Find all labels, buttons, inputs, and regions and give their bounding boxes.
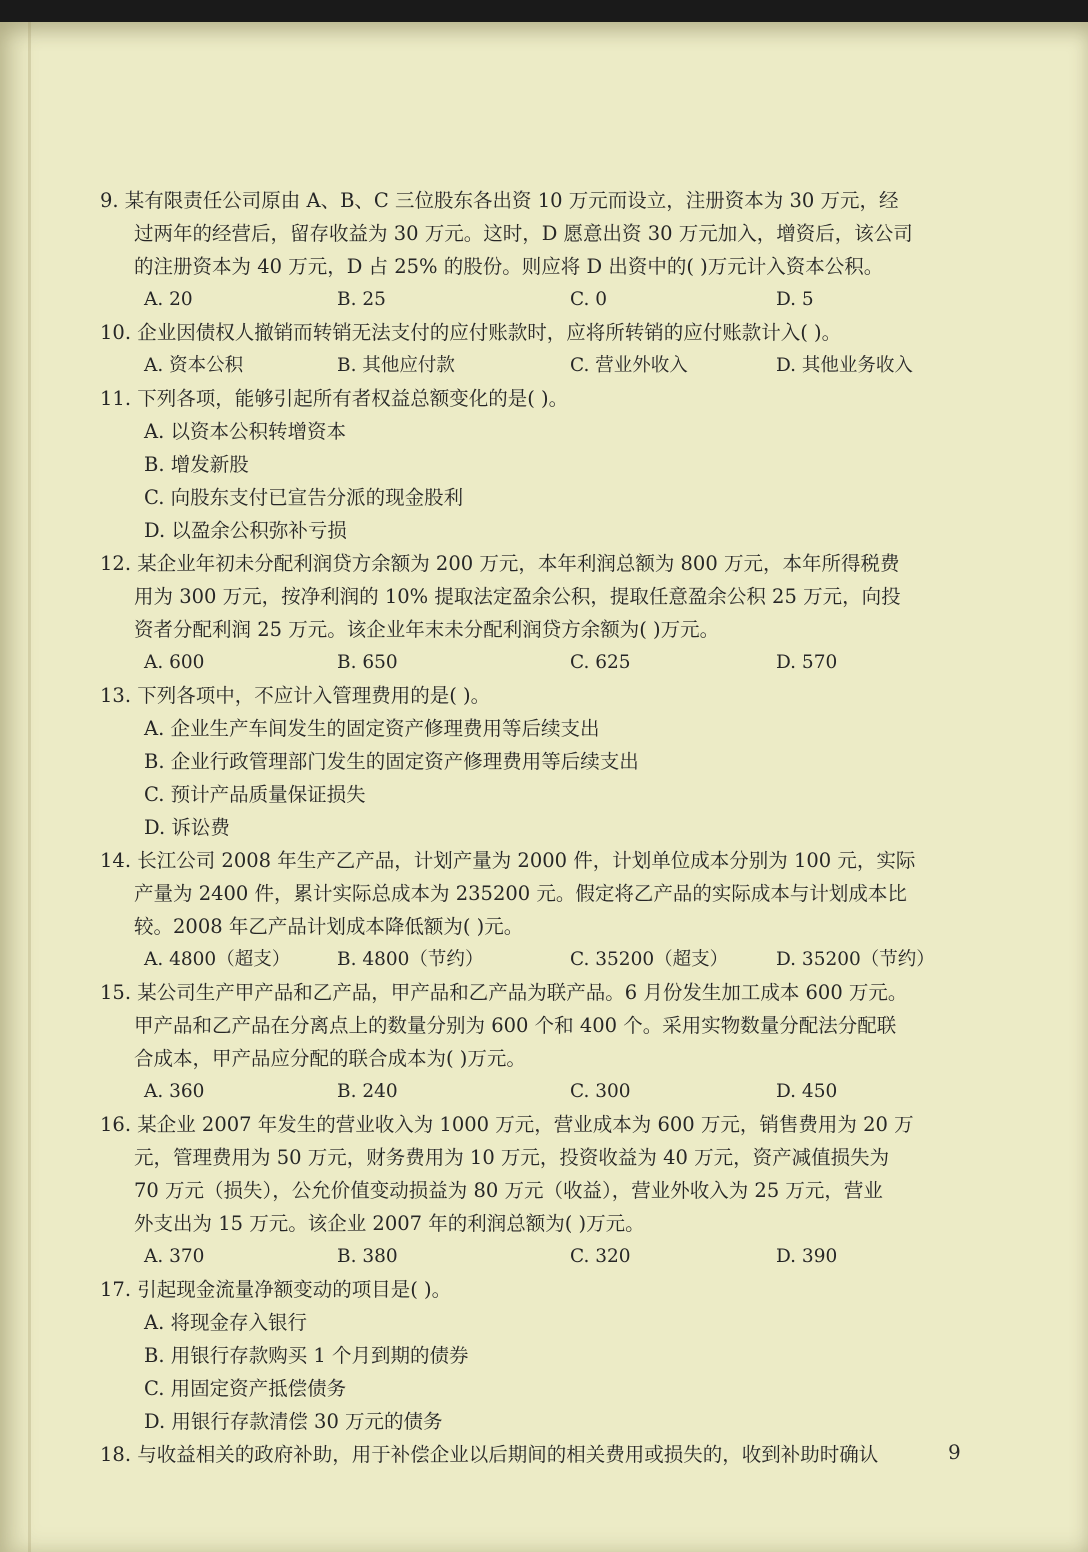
- question-stem-continued: 外支出为 15 万元。该企业 2007 年的利润总额为( )万元。: [134, 1212, 645, 1235]
- question-stem-continued: 的注册资本为 40 万元，D 占 25% 的股份。则应将 D 出资中的( )万元计入资本公积。: [134, 255, 884, 278]
- option-d: D. 以盈余公积弥补亏损: [144, 519, 347, 542]
- option-b: B. 380: [337, 1246, 398, 1267]
- question-10: [100, 316, 980, 382]
- options-row: [100, 1075, 980, 1108]
- option-b: B. 用银行存款购买 1 个月到期的债券: [144, 1344, 469, 1367]
- question-stem-continued: 合成本，甲产品应分配的联合成本为( )万元。: [134, 1047, 526, 1070]
- page-number: 9: [948, 1440, 961, 1464]
- question-list: [100, 184, 980, 1471]
- options-row: [100, 646, 980, 679]
- book-page: [0, 22, 1088, 1552]
- option-d: D. 其他业务收入: [776, 355, 913, 376]
- options-row: [100, 943, 980, 976]
- question-stem: 11. 下列各项，能够引起所有者权益总额变化的是( )。: [100, 387, 569, 410]
- question-15: [100, 976, 980, 1108]
- option-a: A. 将现金存入银行: [144, 1311, 307, 1334]
- question-stem-continued: 产量为 2400 件，累计实际总成本为 235200 元。假定将乙产品的实际成本与计划成本比: [134, 882, 907, 905]
- option-c: C. 用固定资产抵偿债务: [144, 1377, 347, 1400]
- option-c: C. 预计产品质量保证损失: [144, 783, 366, 806]
- option-d: D. 诉讼费: [144, 816, 230, 839]
- option-d: D. 450: [776, 1081, 838, 1102]
- question-stem: 16. 某企业 2007 年发生的营业收入为 1000 万元，营业成本为 600 万元，销售费用为 20 万: [100, 1113, 914, 1136]
- options-row: [100, 349, 980, 382]
- option-c: C. 320: [570, 1246, 631, 1267]
- option-d: D. 用银行存款清偿 30 万元的债务: [144, 1410, 443, 1433]
- option-c: C. 35200（超支）: [570, 949, 729, 970]
- option-d: D. 390: [776, 1246, 838, 1267]
- option-b: B. 650: [337, 652, 398, 673]
- question-stem: 14. 长江公司 2008 年生产乙产品，计划产量为 2000 件，计划单位成本分别为 100 元，实际: [100, 849, 916, 872]
- option-a: A. 20: [144, 289, 193, 310]
- option-b: B. 4800（节约）: [337, 949, 484, 970]
- option-d: D. 35200（节约）: [776, 949, 935, 970]
- option-a: A. 600: [144, 652, 205, 673]
- question-stem: 17. 引起现金流量净额变动的项目是( )。: [100, 1278, 452, 1301]
- question-stem-continued: 过两年的经营后，留存收益为 30 万元。这时，D 愿意出资 30 万元加入，增资后，该公司: [134, 222, 913, 245]
- question-stem: 12. 某企业年初未分配利润贷方余额为 200 万元，本年利润总额为 800 万元，本年所得税费: [100, 552, 900, 575]
- option-c: C. 300: [570, 1081, 631, 1102]
- question-stem-continued: 用为 300 万元，按净利润的 10% 提取法定盈余公积，提取任意盈余公积 25 万元，向投: [134, 585, 901, 608]
- option-b: B. 其他应付款: [337, 355, 455, 376]
- question-stem: 15. 某公司生产甲产品和乙产品，甲产品和乙产品为联产品。6 月份发生加工成本 600 万元。: [100, 981, 908, 1004]
- option-c: C. 625: [570, 652, 631, 673]
- question-16: [100, 1108, 980, 1273]
- question-stem: 10. 企业因债权人撤销而转销无法支付的应付账款时，应将所转销的应付账款计入( )。: [100, 321, 842, 344]
- question-14: [100, 844, 980, 976]
- question-18: [100, 1438, 980, 1471]
- question-12: [100, 547, 980, 679]
- option-d: D. 570: [776, 652, 838, 673]
- question-11: [100, 382, 980, 547]
- option-b: B. 增发新股: [144, 453, 249, 476]
- option-c: C. 0: [570, 289, 608, 310]
- question-stem-continued: 70 万元（损失），公允价值变动损益为 80 万元（收益），营业外收入为 25 万元，营业: [134, 1179, 883, 1202]
- question-stem-continued: 资者分配利润 25 万元。该企业年末未分配利润贷方余额为( )万元。: [134, 618, 720, 641]
- question-stem: 13. 下列各项中，不应计入管理费用的是( )。: [100, 684, 491, 707]
- question-stem: 18. 与收益相关的政府补助，用于补偿企业以后期间的相关费用或损失的，收到补助时确认: [100, 1443, 879, 1466]
- question-13: [100, 679, 980, 844]
- option-a: A. 4800（超支）: [144, 949, 291, 970]
- option-a: A. 370: [144, 1246, 205, 1267]
- option-c: C. 向股东支付已宣告分派的现金股利: [144, 486, 464, 509]
- question-stem: 9. 某有限责任公司原由 A、B、C 三位股东各出资 10 万元而设立，注册资本为 30 万元，经: [100, 189, 899, 212]
- option-b: B. 企业行政管理部门发生的固定资产修理费用等后续支出: [144, 750, 639, 773]
- option-a: A. 资本公积: [144, 355, 244, 376]
- option-b: B. 25: [337, 289, 386, 310]
- question-9: [100, 184, 980, 316]
- option-a: A. 以资本公积转增资本: [144, 420, 346, 443]
- option-a: A. 企业生产车间发生的固定资产修理费用等后续支出: [144, 717, 600, 740]
- question-stem-continued: 甲产品和乙产品在分离点上的数量分别为 600 个和 400 个。采用实物数量分配法分配联: [134, 1014, 897, 1037]
- option-d: D. 5: [776, 289, 814, 310]
- question-17: [100, 1273, 980, 1438]
- question-stem-continued: 元，管理费用为 50 万元，财务费用为 10 万元，投资收益为 40 万元，资产减值损失为: [134, 1146, 890, 1169]
- options-row: [100, 283, 980, 316]
- options-row: [100, 1240, 980, 1273]
- question-stem-continued: 较。2008 年乙产品计划成本降低额为( )元。: [134, 915, 524, 938]
- option-a: A. 360: [144, 1081, 205, 1102]
- option-c: C. 营业外收入: [570, 355, 688, 376]
- option-b: B. 240: [337, 1081, 398, 1102]
